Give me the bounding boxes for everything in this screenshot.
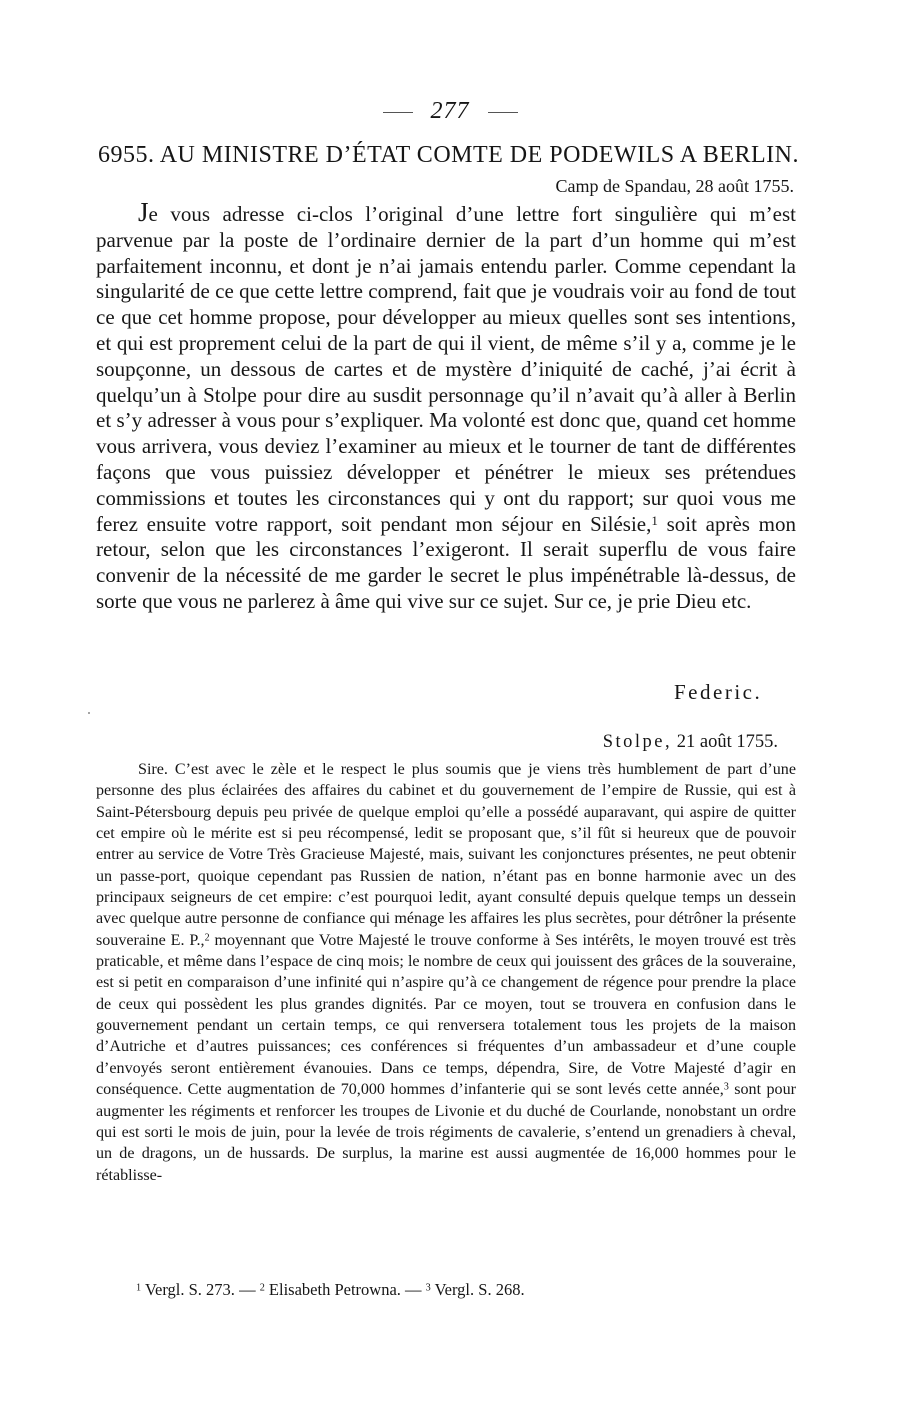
footnote-text-3: Vergl. S. 268. (434, 1280, 525, 1299)
page-number-line (0, 98, 900, 125)
letter-body-part-2: soit après mon retour, selon que les circonstances l’exigeront. Il serait superflu de vous faire convenir de la nécessité de me garder le secret le plus impénétrable là-dessus, de sorte que vous ne parlerez à âme qui vive sur ce sujet. Sur ce, je prie Dieu etc. (96, 511, 796, 613)
footnote-ref-2: 2 (204, 932, 210, 944)
footnote-mark-2: 2 (259, 1282, 265, 1294)
footnote-text-1: Vergl. S. 273. (144, 1280, 235, 1299)
page-number-left-rule (383, 112, 413, 113)
report-body-part-1: Sire. C’est avec le zèle et le respect le plus soumis que je viens très humblement de part d’une personne des plus éclairées des affaires du cabinet et du gouvernement de l’empire de Russie, qui est à Saint-Pétersbourg depuis peu privée de quelque emploi qu’elle a possédé auparavant, qui aspire de quitter cet empire où le mérite est si peu récompensé, ledit se proposant que, s’il fût si heureux que de pouvoir entrer au service de Votre Très Gracieuse Majesté, mais, suivant les conjonctures présentes, ne peut obtenir un passe-port, quoique cependant pas Russien de nation, n’étant pas en bonne harmonie avec un des principaux seigneurs de cet empire: c’est pourquoi ledit, ayant consulté depuis quelque temps un dessein avec quelque autre personne de confiance qui ménage les affaires les plus secrètes, pour détrôner la présente souveraine E. P., (96, 761, 796, 949)
footnotes (136, 1280, 525, 1300)
footnote-ref-1: 1 (651, 512, 658, 528)
document-number: 6955. (98, 142, 155, 168)
footnote-ref-3: 3 (723, 1081, 729, 1093)
report-place-date (603, 732, 778, 753)
report-body-part-3: sont pour augmenter les régiments et renforcer les troupes de Livonie et du duché de Courlande, nonobstant un ordre qui est sorti le mois de juin, pour la levée de trois régiments de cavalerie, s’entend un grenadiers à cheval, un de dragons, un de hussards. De surplus, la marine est aussi augmentée de 16,000 hommes pour le rétablisse- (96, 1081, 796, 1184)
letter-heading (98, 142, 798, 169)
footnote-mark-1: 1 (136, 1282, 142, 1294)
report-body (96, 759, 796, 1186)
letter-body (96, 197, 796, 615)
footnote-mark-3: 3 (425, 1282, 431, 1294)
footnote-text-2: Elisabeth Petrowna. (268, 1280, 401, 1299)
signature: Federic. (674, 680, 763, 704)
report-date: 21 août 1755. (676, 732, 778, 752)
letter-place: Camp de Spandau, (555, 176, 691, 196)
heading-title: AU MINISTRE D’ÉTAT COMTE DE PODEWILS A BERLIN. (159, 142, 799, 168)
footnote-separator: — (405, 1280, 422, 1299)
letter-initial: J (138, 197, 149, 227)
margin-speck (88, 712, 90, 714)
page-number: 277 (430, 98, 470, 124)
report-place: Stolpe, (602, 732, 673, 752)
footnote-separator: — (239, 1280, 256, 1299)
letter-date: 28 août 1755. (695, 176, 794, 196)
report-body-part-2: moyennant que Votre Majesté le trouve conforme à Ses intérêts, le moyen trouvé est très praticable, et même dans l’espace de cinq mois; le nombre de ceux qui jouissent des grâces de la souveraine, est si petit en comparaison d’une infinité qui n’aspire qu’à ce changement de régence pour prendre la place de ceux qui possèdent les plus grandes dignités. Par ce moyen, tout se trouvera en confusion dans le gouvernement pendant un certain temps, ce qui renversera totalement tous les projets de la maison d’Autriche et d’autres puissances; ces conférences si fréquentes d’un ambassadeur et d’une couple d’envoyés seront entièrement évanouies. Dans ce temps, dépendra, Sire, de Votre Majesté d’agir en conséquence. Cette augmentation de 70,000 hommes d’infanterie qui se sont levés cette année, (96, 931, 796, 1099)
page-number-right-rule (488, 112, 518, 113)
letter-place-date (556, 176, 794, 197)
letter-body-part-1: e vous adresse ci-clos l’original d’une lettre fort singulière qui m’est parvenue par la poste de l’ordinaire dernier de la part d’un homme qui m’est parfaitement inconnu, et dont je n’ai jamais entendu parler. Comme cependant la singularité de ce que cette lettre comprend, fait que je voudrais voir au fond de tout ce que cet homme propose, pour développer au mieux quelles sont ses intentions, et qui est proprement celui de la part de qui il vient, de même s’il y a, comme je le soupçonne, un dessous de cartes et de mystère d’iniquité de caché, j’ai écrit à quelqu’un à Stolpe pour dire au susdit personnage qu’il n’avait qu’à aller à Berlin et s’y adresser à vous pour s’expliquer. Ma volonté est donc que, quand cet homme vous arrivera, vous deviez l’examiner au mieux et le tourner de tant de différentes façons que vous puissiez développer et pénétrer le mieux ses prétendues commissions et toutes les circonstances qui y ont du rapport; sur quoi vous me ferez ensuite votre rapport, soit pendant mon séjour en Silésie, (96, 202, 796, 536)
